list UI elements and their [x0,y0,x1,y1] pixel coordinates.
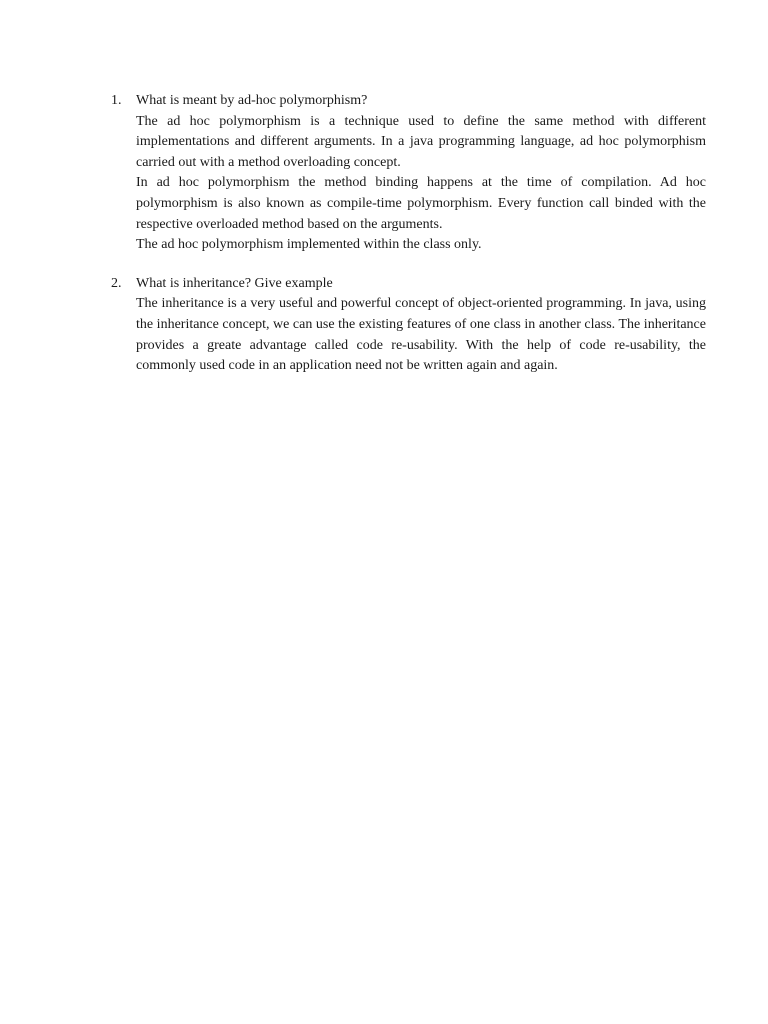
answer-paragraph: The inheritance is a very useful and powerful concept of object-oriented programming. In java, using the inheritance concept, we can use the existing features of one class in another class. The inheritance provides a greate advantage called code re-usability. With the help of code re-usability, the commonly used code in an application need not be written again and again. [136,296,706,374]
question-text: What is meant by ad-hoc polymorphism? [136,93,368,108]
answer-paragraph: The ad hoc polymorphism implemented within the class only. [136,237,482,253]
question-item-2 [0,274,768,377]
question-number: 1. [111,93,122,108]
question-list [0,91,768,395]
question-body [136,274,706,377]
question-body [136,91,706,256]
answer-paragraph: In ad hoc polymorphism the method binding happens at the time of compilation. Ad hoc polymorphism is also known as compile-time polymorphism. Every function call binded with the respective overloaded method based on the arguments. [136,175,706,232]
question-number: 2. [111,275,122,291]
question-item-1 [0,91,768,256]
answer-paragraph: The ad hoc polymorphism is a technique used to define the same method with different implementations and different arguments. In a java programming language, ad hoc polymorphism carried out with a method overloading concept. [136,113,706,170]
question-text: What is inheritance? Give example [136,275,333,291]
